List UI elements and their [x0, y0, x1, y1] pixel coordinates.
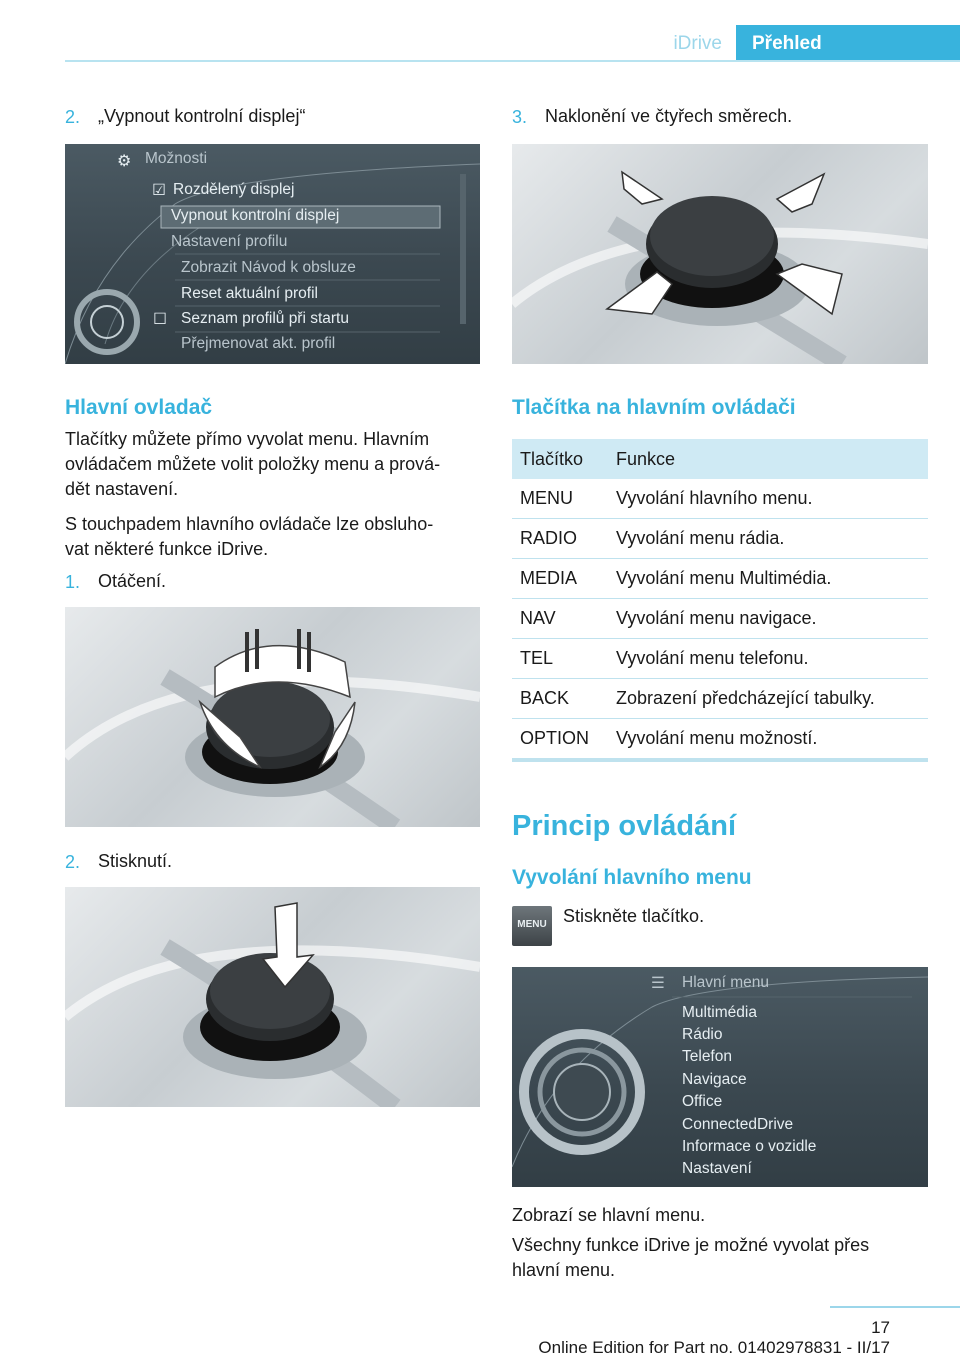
- controller-tilt-drawing: [512, 144, 928, 364]
- paragraph-line: hlavní menu.: [512, 1260, 616, 1280]
- options-title: Možnosti: [145, 150, 208, 167]
- table-cell-function: Vyvolání hlavního menu.: [616, 488, 813, 508]
- paragraph-line: Všechny funkce iDrive je možné vyvolat přes: [512, 1235, 870, 1255]
- table-cell-function: Vyvolání menu navigace.: [616, 608, 817, 628]
- table-row: [512, 719, 928, 758]
- instruction-text: Stiskněte tlačítko.: [563, 906, 705, 926]
- table-header-cell: Funkce: [616, 448, 676, 469]
- section-heading: Tlačítka na hlavním ovládači: [512, 396, 796, 419]
- main-menu-item: Office: [682, 1093, 723, 1110]
- controller-press-image: [65, 887, 480, 1107]
- menu-key-label: MENU: [517, 919, 547, 930]
- table-row: [512, 639, 928, 679]
- main-menu-item: Multimédia: [682, 1004, 757, 1021]
- table-row: [512, 479, 928, 519]
- table-cell-function: Vyvolání menu Multimédia.: [616, 568, 832, 588]
- options-item: Seznam profilů při startu: [181, 310, 349, 327]
- checkbox-empty-icon: ☐: [153, 311, 167, 328]
- main-menu-item: Navigace: [682, 1071, 747, 1088]
- main-menu-item: Nastavení: [682, 1160, 752, 1177]
- main-menu-title: Hlavní menu: [682, 974, 770, 991]
- table-cell-function: Vyvolání menu možností.: [616, 728, 818, 748]
- page-number: 17: [871, 1318, 890, 1337]
- buttons-table: [512, 439, 928, 762]
- main-menu-screen-image: [512, 967, 928, 1187]
- list-text: Naklonění ve čtyřech směrech.: [545, 106, 793, 126]
- controller-rotate-image: [65, 607, 480, 827]
- options-screen-decor: [65, 144, 480, 364]
- controller-tilt-image: [512, 144, 928, 364]
- table-row: [512, 599, 928, 639]
- options-screen-image: [65, 144, 480, 364]
- chapter-heading: Princip ovládání: [512, 810, 736, 842]
- header-rule: [65, 60, 960, 62]
- menu-key-icon: [512, 906, 552, 946]
- paragraph-line: Tlačítky můžete přímo vyvolat menu. Hlavním: [65, 429, 430, 449]
- paragraph-line: vat některé funkce iDrive.: [65, 539, 269, 559]
- main-menu-item: ConnectedDrive: [682, 1116, 794, 1133]
- table-cell-key: TEL: [520, 648, 554, 668]
- header-chapter: Přehled: [736, 25, 960, 62]
- options-item-selected: Vypnout kontrolní displej: [171, 207, 340, 224]
- options-item: Zobrazit Návod k obsluze: [181, 259, 356, 276]
- list-number: 2.: [65, 852, 81, 872]
- options-item: Přejmenovat akt. profil: [181, 335, 336, 352]
- paragraph-line: dět nastavení.: [65, 479, 179, 499]
- table-cell-function: Zobrazení předcházející tabulky.: [616, 688, 875, 708]
- table-header: [512, 439, 928, 479]
- paragraph-line: ovládačem můžete volit položky menu a prová‐: [65, 454, 441, 474]
- table-cell-key: MENU: [520, 488, 573, 508]
- list-menu-icon: ☰: [651, 975, 665, 992]
- controller-press-drawing: [65, 887, 480, 1107]
- gear-icon: ⚙: [117, 153, 132, 170]
- list-number: 1.: [65, 572, 81, 592]
- table-header-cell: Tlačítko: [520, 448, 584, 469]
- list-text: „Vypnout kontrolní displej“: [98, 106, 306, 126]
- options-item: Nastavení profilu: [171, 233, 288, 250]
- main-menu-item: Rádio: [682, 1026, 723, 1043]
- table-row: [512, 519, 928, 559]
- list-text: Otáčení.: [98, 571, 167, 591]
- checkbox-checked-icon: ☑: [152, 182, 166, 199]
- header-section: iDrive: [673, 33, 722, 54]
- table-row: [512, 679, 928, 719]
- paragraph-line: S touchpadem hlavního ovládače lze obsluho‐: [65, 514, 434, 534]
- options-item: Reset aktuální profil: [181, 285, 318, 302]
- section-heading: Hlavní ovladač: [65, 396, 213, 419]
- edition-note: Online Edition for Part no. 01402978831 - II/17: [538, 1338, 890, 1357]
- table-cell-function: Vyvolání menu rádia.: [616, 528, 785, 548]
- controller-rotate-drawing: [65, 607, 480, 827]
- main-menu-item: Telefon: [682, 1048, 732, 1065]
- list-text: Stisknutí.: [98, 851, 173, 871]
- options-item: Rozdělený displej: [173, 181, 295, 198]
- table-cell-key: NAV: [520, 608, 556, 628]
- paragraph-line: Zobrazí se hlavní menu.: [512, 1205, 706, 1225]
- footer-rule: [830, 1306, 960, 1308]
- table-bottom-rule: [512, 758, 928, 762]
- table-cell-key: MEDIA: [520, 568, 578, 588]
- table-cell-key: BACK: [520, 688, 570, 708]
- main-menu-item: Informace o vozidle: [682, 1138, 817, 1155]
- table-row: [512, 559, 928, 599]
- table-cell-function: Vyvolání menu telefonu.: [616, 648, 809, 668]
- list-number: 3.: [512, 107, 528, 127]
- table-cell-key: OPTION: [520, 728, 590, 748]
- table-cell-key: RADIO: [520, 528, 578, 548]
- list-number: 2.: [65, 107, 81, 127]
- subsection-heading: Vyvolání hlavního menu: [512, 866, 752, 889]
